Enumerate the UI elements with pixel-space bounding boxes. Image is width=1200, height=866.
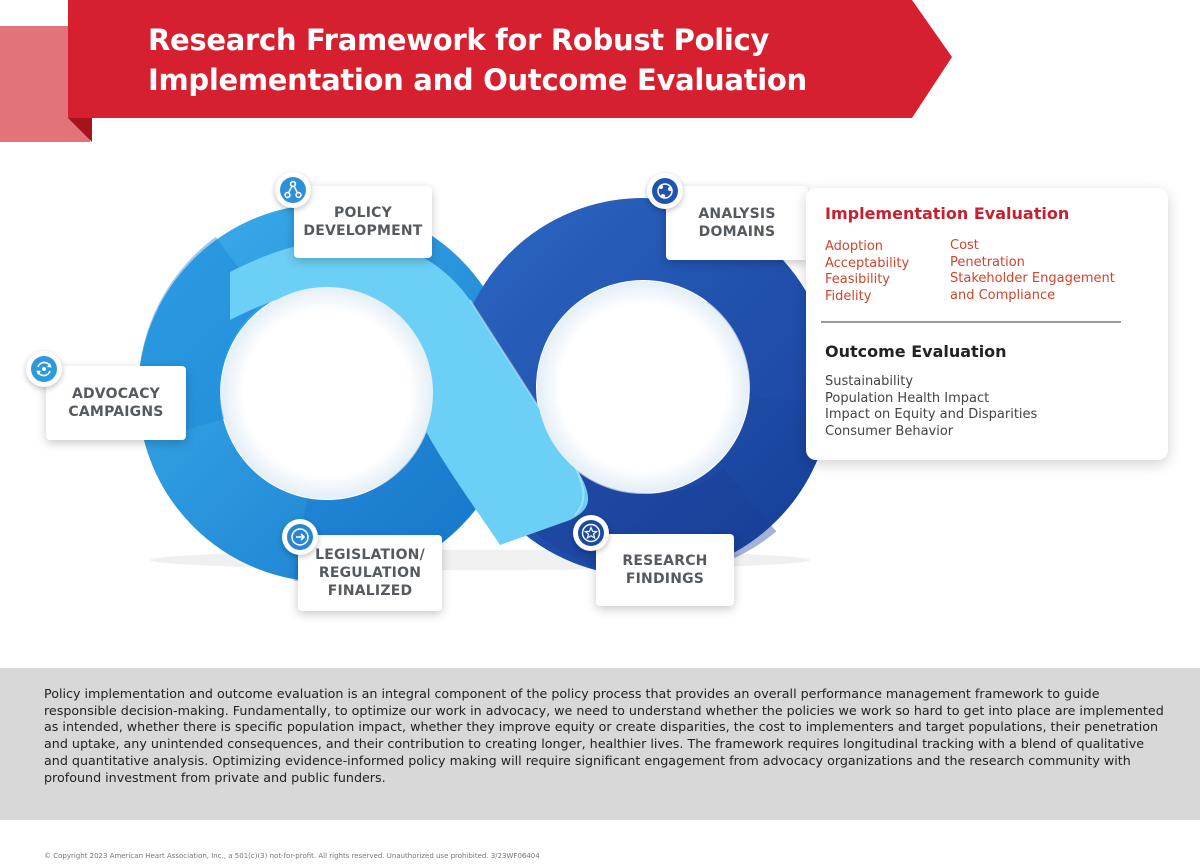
footer-band bbox=[0, 668, 1200, 820]
footer-paragraph: Policy implementation and outcome evaluation is an integral component of the policy process that provides an overall performance management framework to guide responsible decision-making. Fundamentally, to optimize our work in advocacy, we need to understand whether the policies we work so hard to get into place are implemented as intended, whether there is specific population impact, whether they improve equity or create disparities, the cost to implementers and target populations, their penetration and uptake, any unintended consequences, and their contribution to creating longer, healthier lives. The framework requires longitudinal tracking with a blend of qualitative and quantitative analysis. Optimizing evidence-informed policy making will require significant engagement from advocacy organizations and the research community with profound investment from private and public funders. bbox=[44, 686, 1164, 785]
node-legislation-regulation-finalized bbox=[298, 535, 442, 611]
header-banner bbox=[0, 0, 1200, 145]
list-item: Consumer Behavior bbox=[825, 423, 954, 439]
panel-divider bbox=[821, 321, 1121, 323]
nodes-icon bbox=[275, 172, 311, 208]
node-research-findings bbox=[596, 534, 734, 606]
copyright-notice: © Copyright 2023 American Heart Association, Inc., a 501(c)(3) not-for-profit. All rights reserved. Unauthorized use prohibited. 3/23WF06404 bbox=[44, 852, 540, 860]
list-item: Sustainability bbox=[825, 374, 914, 389]
node-advocacy-campaigns bbox=[46, 366, 186, 440]
list-item: Fidelity bbox=[825, 288, 872, 304]
evaluation-panel bbox=[806, 188, 1168, 460]
list-item: Penetration bbox=[950, 254, 1025, 270]
node-analysis-domains bbox=[666, 186, 808, 260]
list-item: Stakeholder Engagement bbox=[950, 271, 1115, 286]
node-research-findings-label: RESEARCH FINDINGS bbox=[622, 553, 708, 587]
outcome-list bbox=[825, 374, 1037, 440]
network-globe-icon bbox=[647, 173, 683, 209]
list-item: Population Health Impact bbox=[825, 390, 990, 406]
page-title bbox=[148, 20, 928, 100]
implementation-list-col1 bbox=[825, 239, 909, 305]
star-badge-icon bbox=[573, 515, 609, 551]
outcome-evaluation-title: Outcome Evaluation bbox=[825, 342, 1007, 361]
node-advocacy-campaigns-label: ADVOCACY CAMPAIGNS bbox=[68, 386, 164, 420]
list-item: Acceptability bbox=[825, 255, 910, 271]
page-title-line2: Implementation and Outcome Evaluation bbox=[148, 63, 807, 97]
list-item: Feasibility bbox=[825, 272, 890, 287]
node-policy-development bbox=[294, 186, 432, 258]
list-item: Impact on Equity and Disparities bbox=[825, 407, 1038, 422]
node-legislation-label: LEGISLATION/ REGULATION FINALIZED bbox=[315, 547, 425, 599]
node-analysis-domains-label: ANALYSIS DOMAINS bbox=[698, 206, 776, 240]
page-title-line1: Research Framework for Robust Policy bbox=[148, 23, 770, 57]
list-item: Cost bbox=[950, 238, 979, 253]
cycle-arrows-icon bbox=[26, 351, 62, 387]
node-policy-development-label: POLICY DEVELOPMENT bbox=[303, 205, 423, 239]
list-item: and Compliance bbox=[950, 287, 1056, 303]
list-item: Adoption bbox=[825, 239, 884, 254]
arrow-right-circle-icon bbox=[282, 519, 318, 555]
implementation-evaluation-title: Implementation Evaluation bbox=[825, 204, 1070, 223]
implementation-list-col2 bbox=[950, 238, 1115, 304]
